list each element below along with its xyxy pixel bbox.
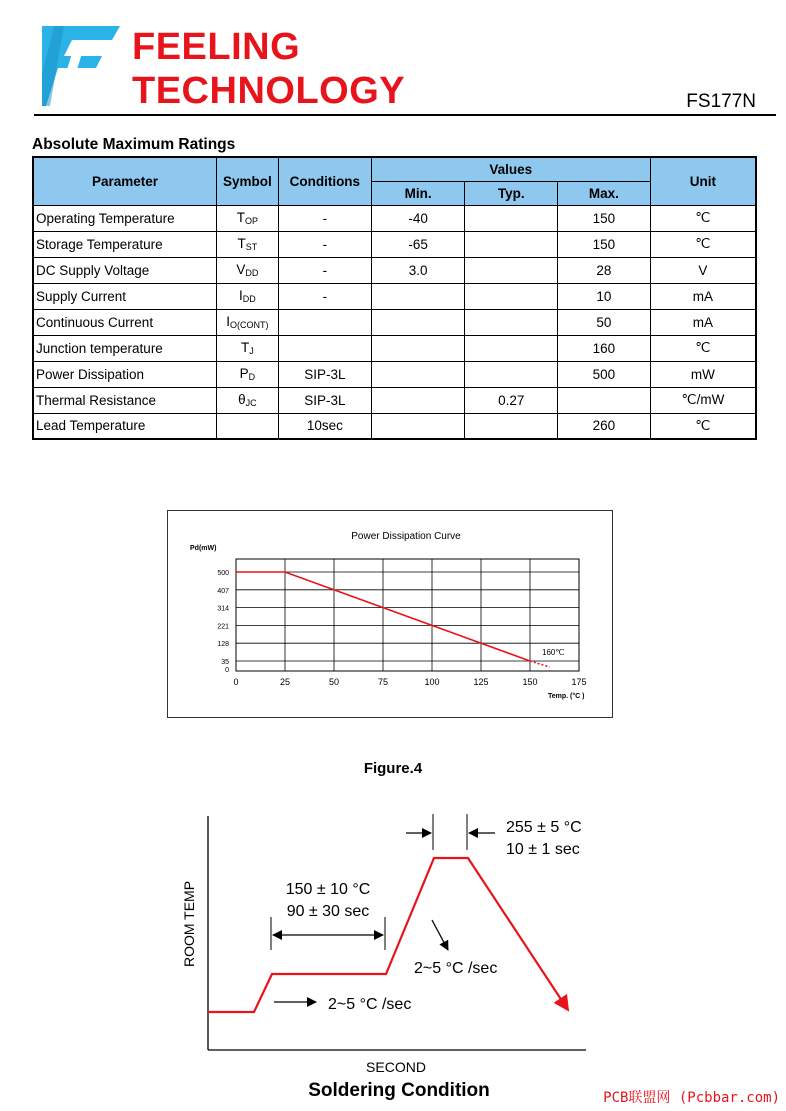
cell-unit: mA xyxy=(650,309,756,335)
cell-conditions xyxy=(278,335,371,361)
header-max: Max. xyxy=(558,181,651,205)
cell-typ xyxy=(465,309,558,335)
header-symbol: Symbol xyxy=(216,157,278,205)
cell-symbol xyxy=(216,387,278,413)
section-title: Absolute Maximum Ratings xyxy=(32,136,236,153)
table-row xyxy=(33,361,756,387)
cell-max: 10 xyxy=(558,283,651,309)
cell-unit: mA xyxy=(650,283,756,309)
symbol-subscript: OP xyxy=(245,216,259,226)
cell-parameter: Continuous Current xyxy=(33,309,216,335)
cell-typ xyxy=(465,413,558,439)
header-typ: Typ. xyxy=(465,181,558,205)
cell-max: 150 xyxy=(558,205,651,231)
symbol-letter: T xyxy=(241,340,250,355)
header-unit: Unit xyxy=(650,157,756,205)
cell-conditions: SIP-3L xyxy=(278,387,371,413)
cell-symbol xyxy=(216,309,278,335)
peak-temp-label: 255 ± 5 °C xyxy=(506,819,582,836)
cell-unit: ℃ xyxy=(650,205,756,231)
symbol-subscript: DD xyxy=(242,294,256,304)
cell-conditions: - xyxy=(278,205,371,231)
cell-parameter: Storage Temperature xyxy=(33,231,216,257)
cell-min: 3.0 xyxy=(371,257,465,283)
cell-typ xyxy=(465,231,558,257)
table-row xyxy=(33,257,756,283)
cell-parameter: Junction temperature xyxy=(33,335,216,361)
x-tick-label: 125 xyxy=(473,677,489,687)
y-tick-label: 314 xyxy=(217,605,229,613)
cell-min xyxy=(371,283,465,309)
y-tick-label: 35 xyxy=(221,659,229,666)
x-tick-label: 150 xyxy=(522,677,538,687)
y-tick-label: 128 xyxy=(217,641,229,649)
y-tick-label: 0 xyxy=(225,667,229,674)
part-number: FS177N xyxy=(686,91,756,112)
cell-max: 50 xyxy=(558,309,651,335)
symbol-letter: T xyxy=(236,210,246,225)
ramp-rate-label-1: 2~5 °C /sec xyxy=(328,996,412,1013)
table-row xyxy=(33,205,756,231)
table-row xyxy=(33,231,756,257)
cell-conditions: SIP-3L xyxy=(278,361,371,387)
header-divider xyxy=(34,114,776,116)
cell-conditions: - xyxy=(278,231,371,257)
cell-parameter: Thermal Resistance xyxy=(33,387,216,413)
x-tick-label: 25 xyxy=(279,677,291,687)
cell-typ xyxy=(465,257,558,283)
cell-max: 28 xyxy=(558,257,651,283)
header-min: Min. xyxy=(371,181,465,205)
cell-max: 260 xyxy=(558,413,651,439)
header-values: Values xyxy=(371,157,650,181)
cell-conditions xyxy=(278,309,371,335)
x-tick-label: 75 xyxy=(377,677,389,687)
cell-min xyxy=(371,413,465,439)
ramp-down-arrow xyxy=(432,920,448,950)
ramp-rate-label-2: 2~5 °C /sec xyxy=(414,960,498,977)
chart-canvas xyxy=(168,511,614,719)
cell-max xyxy=(558,387,651,413)
symbol-letter: θ xyxy=(238,392,246,407)
power-dissipation-chart xyxy=(167,510,613,718)
cell-typ: 0.27 xyxy=(465,387,558,413)
brand-name-line2: TECHNOLOGY xyxy=(132,70,406,112)
cell-parameter: Lead Temperature xyxy=(33,413,216,439)
header-conditions: Conditions xyxy=(278,157,371,205)
cell-conditions: - xyxy=(278,283,371,309)
cell-unit: ℃/mW xyxy=(650,387,756,413)
cell-typ xyxy=(465,205,558,231)
cell-symbol xyxy=(216,283,278,309)
y-tick-label: 500 xyxy=(217,570,229,577)
x-tick-label: 175 xyxy=(571,677,587,687)
y-tick-label: 407 xyxy=(217,587,229,595)
preheat-time-label: 90 ± 30 sec xyxy=(286,903,370,920)
cell-min: -65 xyxy=(371,231,465,257)
symbol-letter: I xyxy=(226,314,231,329)
cell-max: 500 xyxy=(558,361,651,387)
table-row xyxy=(33,413,756,439)
cell-typ xyxy=(465,283,558,309)
cell-unit: ℃ xyxy=(650,413,756,439)
symbol-subscript: ST xyxy=(245,242,258,252)
cell-symbol xyxy=(216,413,278,439)
x-tick-label: 50 xyxy=(328,677,340,687)
x-axis-label: SECOND xyxy=(366,1059,426,1075)
temperature-profile-line xyxy=(208,858,568,1012)
cell-max: 150 xyxy=(558,231,651,257)
table-row xyxy=(33,335,756,361)
symbol-subscript: JC xyxy=(245,398,257,408)
symbol-subscript: O(CONT) xyxy=(230,320,269,330)
cell-unit: ℃ xyxy=(650,335,756,361)
x-tick-label: 100 xyxy=(424,677,440,687)
cell-conditions: 10sec xyxy=(278,413,371,439)
watermark: PCB联盟网 (Pcbbar.com) xyxy=(603,1090,780,1106)
derating-dashed-tail xyxy=(530,661,550,667)
symbol-letter: P xyxy=(239,366,249,381)
cell-conditions: - xyxy=(278,257,371,283)
peak-time-label: 10 ± 1 sec xyxy=(506,841,580,858)
cell-max: 160 xyxy=(558,335,651,361)
cell-symbol xyxy=(216,257,278,283)
cell-symbol xyxy=(216,361,278,387)
symbol-subscript: D xyxy=(248,372,256,382)
x-axis-label: Temp. (°C ) xyxy=(548,693,585,700)
annotation-label: 160℃ xyxy=(542,648,565,657)
ratings-table xyxy=(32,156,757,440)
table-row xyxy=(33,387,756,413)
cell-min xyxy=(371,335,465,361)
symbol-letter: V xyxy=(236,262,246,277)
header-parameter: Parameter xyxy=(33,157,216,205)
cell-min: -40 xyxy=(371,205,465,231)
plot-area xyxy=(236,559,579,671)
cell-symbol xyxy=(216,205,278,231)
symbol-letter: I xyxy=(239,288,243,303)
table-row xyxy=(33,309,756,335)
cell-min xyxy=(371,361,465,387)
symbol-subscript: DD xyxy=(245,268,259,278)
company-logo xyxy=(42,22,122,110)
preheat-temp-label: 150 ± 10 °C xyxy=(285,881,371,898)
cell-parameter: Operating Temperature xyxy=(33,205,216,231)
symbol-letter: T xyxy=(237,236,246,251)
cell-typ xyxy=(465,361,558,387)
cell-min xyxy=(371,387,465,413)
cell-parameter: Supply Current xyxy=(33,283,216,309)
y-axis-label: ROOM TEMP xyxy=(181,880,197,968)
figure-caption: Figure.4 xyxy=(363,760,423,777)
soldering-profile-diagram xyxy=(170,800,610,1080)
symbol-subscript: J xyxy=(249,346,254,356)
y-tick-label: 221 xyxy=(217,623,229,631)
cell-parameter: DC Supply Voltage xyxy=(33,257,216,283)
x-tick-label: 0 xyxy=(233,677,239,687)
table-row xyxy=(33,283,756,309)
cell-unit: mW xyxy=(650,361,756,387)
cell-unit: V xyxy=(650,257,756,283)
cell-symbol xyxy=(216,231,278,257)
soldering-title: Soldering Condition xyxy=(308,1080,490,1101)
cell-unit: ℃ xyxy=(650,231,756,257)
cell-typ xyxy=(465,335,558,361)
y-axis-label: Pd(mW) xyxy=(190,545,217,552)
cell-parameter: Power Dissipation xyxy=(33,361,216,387)
brand-name-line1: FEELING xyxy=(132,26,301,68)
cell-min xyxy=(371,309,465,335)
chart-title: Power Dissipation Curve xyxy=(351,531,461,542)
cell-symbol xyxy=(216,335,278,361)
